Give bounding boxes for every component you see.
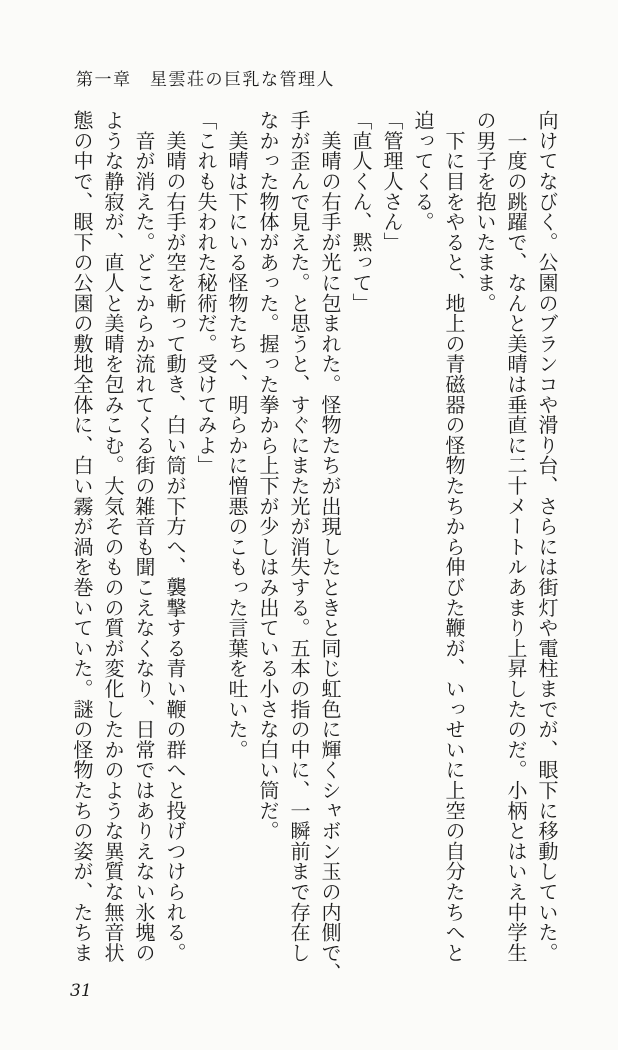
text-line: の男子を抱いたまま。 [473, 110, 497, 313]
text-line: 手が歪んで見えた。と思うと、すぐにまた光が消失する。五本の指の中に、一瞬前まで存在し [287, 110, 311, 963]
page-number: 31 [70, 981, 92, 1001]
text-line: ような静寂が、直人と美晴を包みこむ。大気そのものの質が変化したかのような異質な無音状 [101, 110, 125, 963]
text-line: 「直人くん、黙って」 [349, 110, 373, 313]
text-line: 一度の跳躍で、なんと美晴は垂直に二十メートルあまり上昇したのだ。小柄とはいえ中学生 [504, 110, 528, 963]
text-line: 迫ってくる。 [411, 110, 435, 232]
text-line: なかった物体があった。握った拳から上下が少しはみ出ている小さな白い筒だ。 [256, 110, 280, 841]
body-text [65, 110, 562, 983]
text-line: 音が消えた。どこからか流れてくる街の雑音も聞こえなくなり、日常ではありえない氷塊の [132, 110, 156, 963]
text-line: 美晴は下にいる怪物たちへ、明らかに憎悪のこもった言葉を吐いた。 [225, 110, 249, 760]
text-line: 向けてなびく。公園のブランコや滑り台、さらには街灯や電柱までが、眼下に移動していた。 [535, 110, 559, 963]
text-line: 「管理人さん」 [380, 110, 404, 253]
text-line: 美晴の右手が光に包まれた。怪物たちが出現したときと同じ虹色に輝くシャボン玉の内側で、 [318, 110, 342, 983]
text-line: 態の中で、眼下の公園の敷地全体に、白い霧が渦を巻いていた。謎の怪物たちの姿が、たちま [70, 110, 94, 963]
text-line: 「これも失われた秘術だ。受けてみよ」 [194, 110, 218, 476]
text-line: 下に目をやると、地上の青磁器の怪物たちから伸びた鞭が、いっせいに上空の自分たちへと [442, 110, 466, 963]
chapter-header: 第一章 星雲荘の巨乳な管理人 [76, 70, 335, 90]
text-line: 美晴の右手が空を斬って動き、白い筒が下方へ、襲撃する青い鞭の群へと投げつけられる。 [163, 110, 187, 963]
